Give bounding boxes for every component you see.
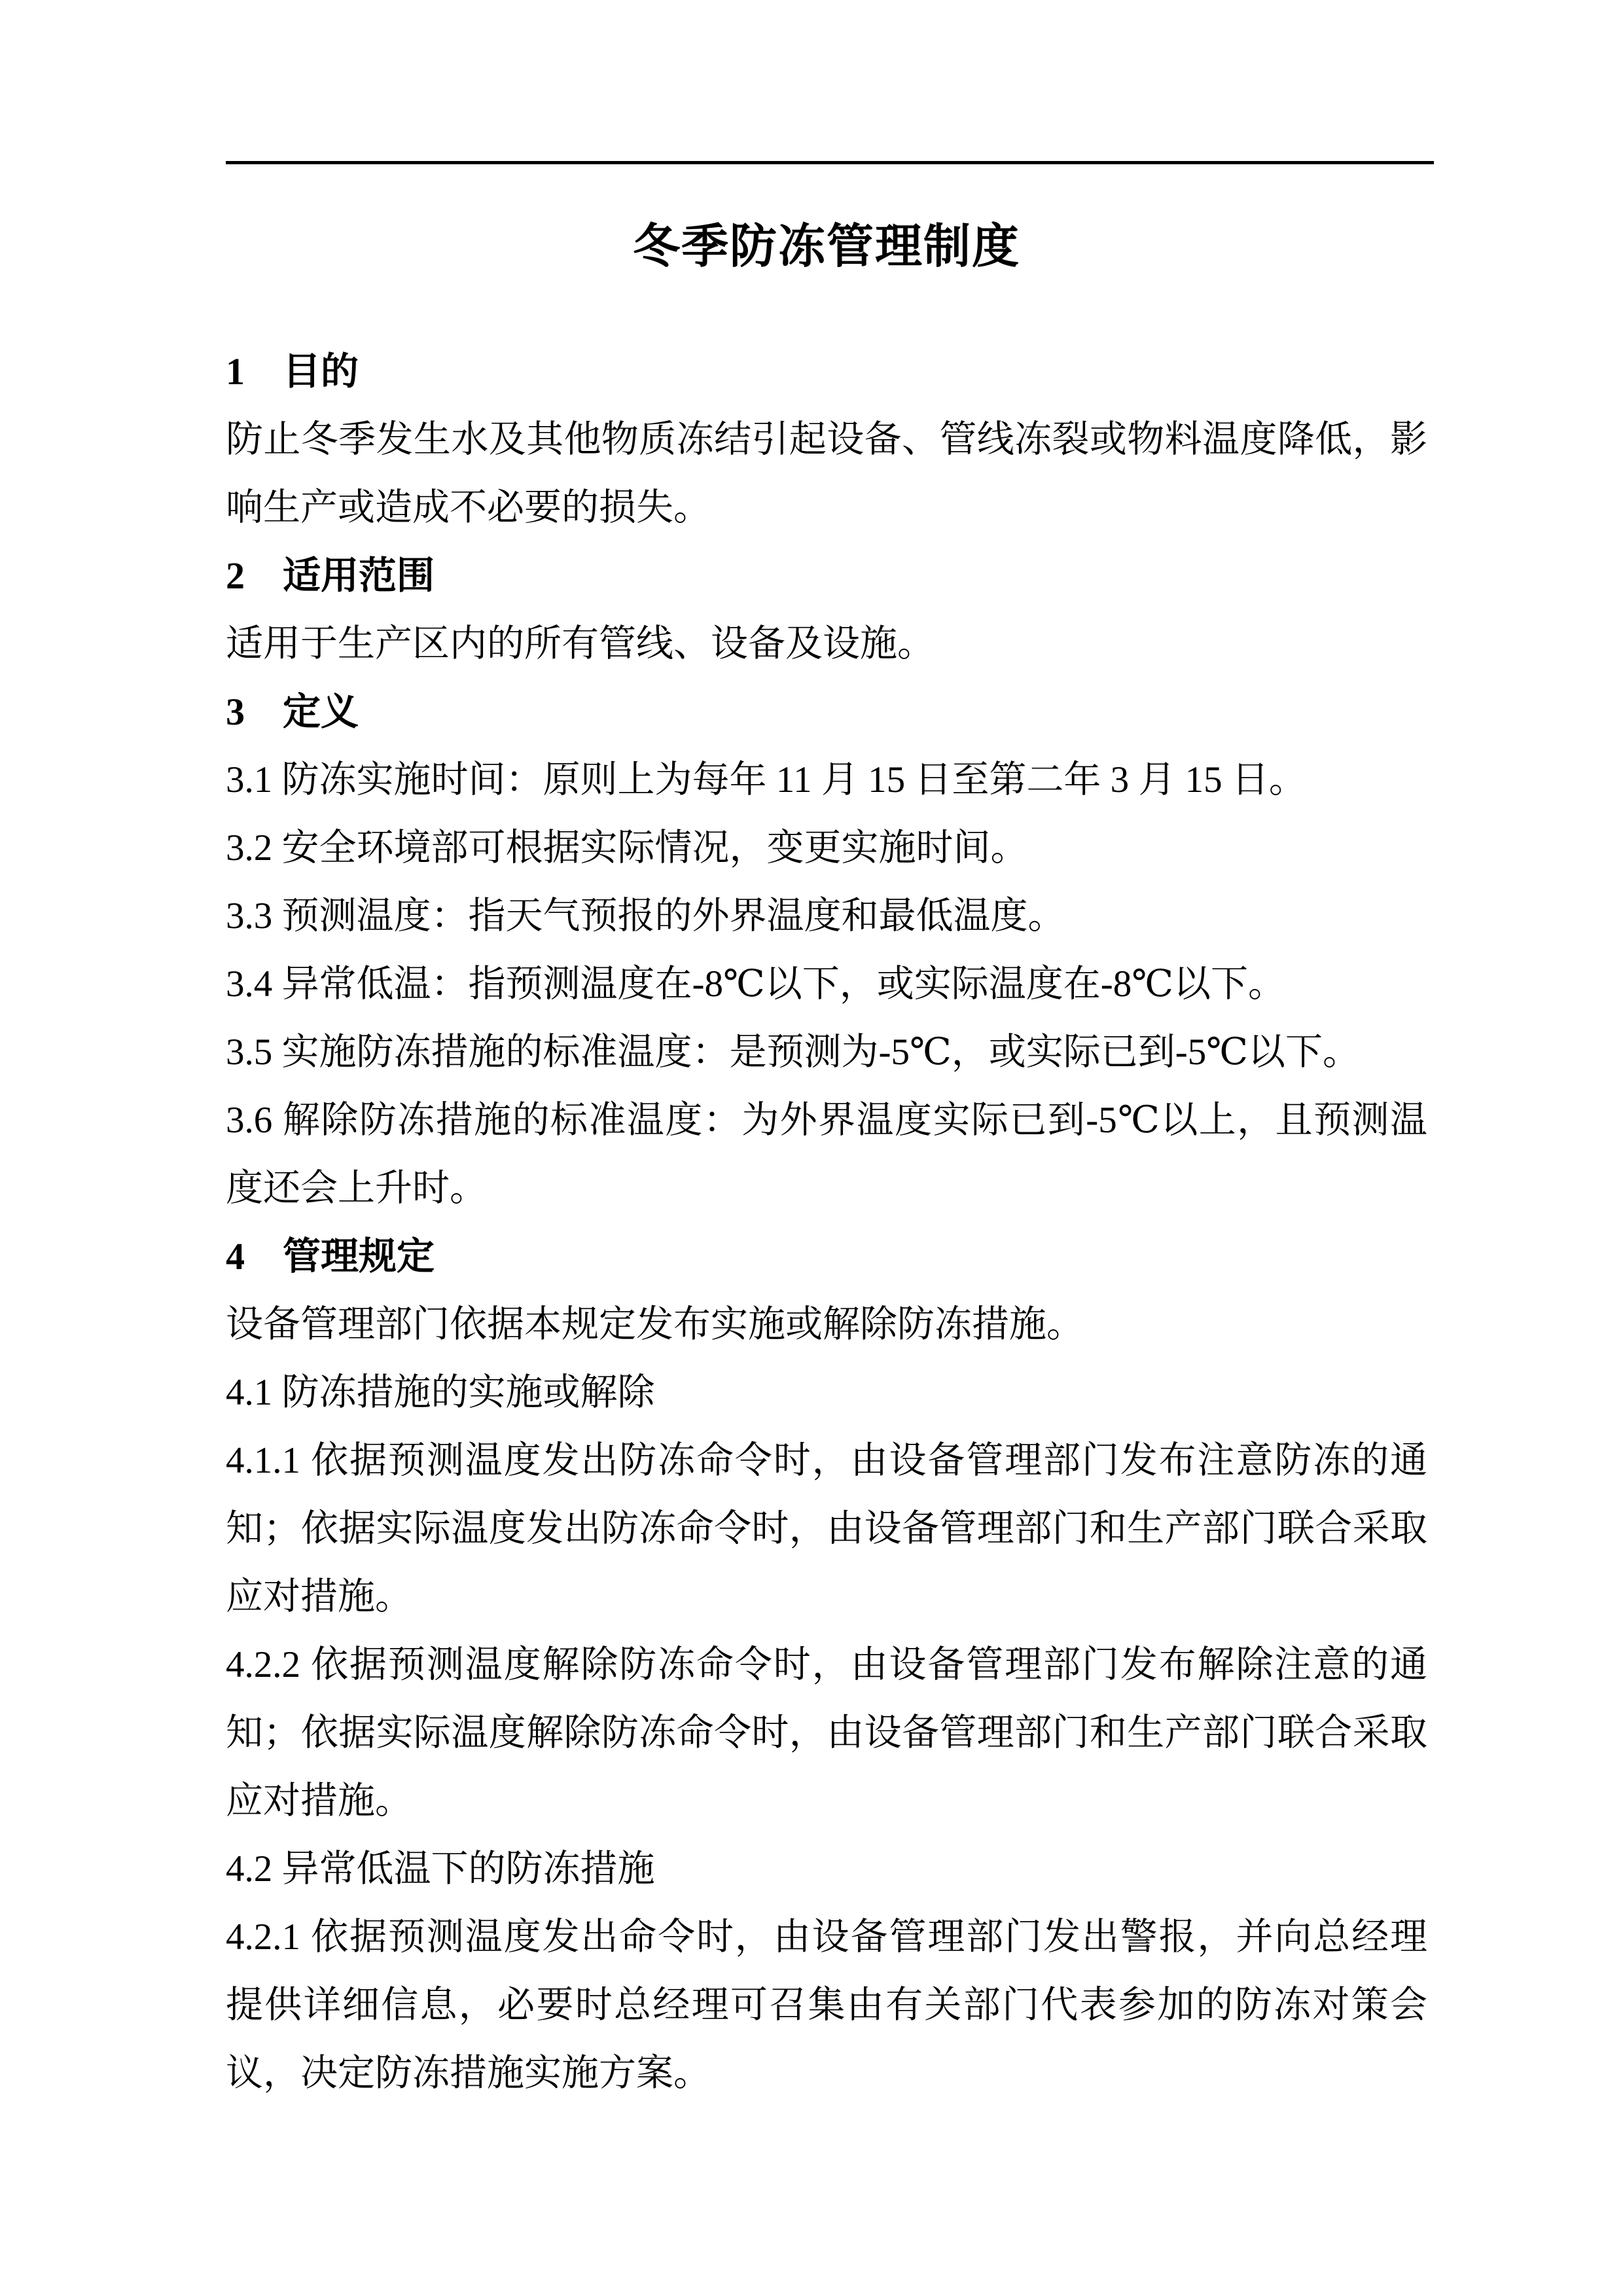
document-line: 3.3 预测温度：指天气预报的外界温度和最低温度。	[226, 895, 1065, 937]
document-line: 应对措施。	[226, 1780, 412, 1821]
document-line: 设备管理部门依据本规定发布实施或解除防冻措施。	[226, 1304, 1084, 1345]
document-line: 2 适用范围	[226, 554, 435, 597]
document-line: 知；依据实际温度解除防冻命令时，由设备管理部门和生产部门联合采取	[226, 1712, 1427, 1753]
document-line: 议，决定防冻措施实施方案。	[226, 2053, 711, 2094]
document-line: 1 目的	[226, 350, 359, 393]
document-line: 应对措施。	[226, 1576, 412, 1617]
document-title: 冬季防冻管理制度	[632, 221, 1020, 273]
document-line: 4.1.1 依据预测温度发出防冻命令时，由设备管理部门发布注意防冻的通	[226, 1440, 1427, 1481]
document-line: 4.2.2 依据预测温度解除防冻命令时，由设备管理部门发布解除注意的通	[226, 1644, 1427, 1685]
document-line: 知；依据实际温度发出防冻命令时，由设备管理部门和生产部门联合采取	[226, 1508, 1427, 1549]
document-line: 4.1 防冻措施的实施或解除	[226, 1372, 655, 1413]
document-line: 4 管理规定	[226, 1235, 435, 1278]
document-line: 3.1 防冻实施时间：原则上为每年 11 月 15 日至第二年 3 月 15 日。	[226, 759, 1306, 800]
document-line: 4.2 异常低温下的防冻措施	[226, 1848, 655, 1890]
document-line: 3.6 解除防冻措施的标准温度：为外界温度实际已到-5℃以上，且预测温	[226, 1100, 1427, 1141]
document-line: 适用于生产区内的所有管线、设备及设施。	[226, 623, 935, 664]
document-line: 提供详细信息，必要时总经理可召集由有关部门代表参加的防冻对策会	[226, 1984, 1427, 2026]
document-line: 度还会上升时。	[226, 1168, 487, 1209]
document-line: 响生产或造成不必要的损失。	[226, 487, 711, 528]
document-line: 4.2.1 依据预测温度发出命令时，由设备管理部门发出警报，并向总经理	[226, 1916, 1427, 1958]
document-line: 防止冬季发生水及其他物质冻结引起设备、管线冻裂或物料温度降低，影	[226, 419, 1427, 460]
document-line: 3.2 安全环境部可根据实际情况，变更实施时间。	[226, 827, 1028, 869]
document-line: 3.4 异常低温：指预测温度在-8℃以下，或实际温度在-8℃以下。	[226, 963, 1285, 1005]
document-line: 3.5 实施防冻措施的标准温度：是预测为-5℃，或实际已到-5℃以下。	[226, 1031, 1360, 1073]
document-line: 3 定义	[226, 691, 359, 733]
